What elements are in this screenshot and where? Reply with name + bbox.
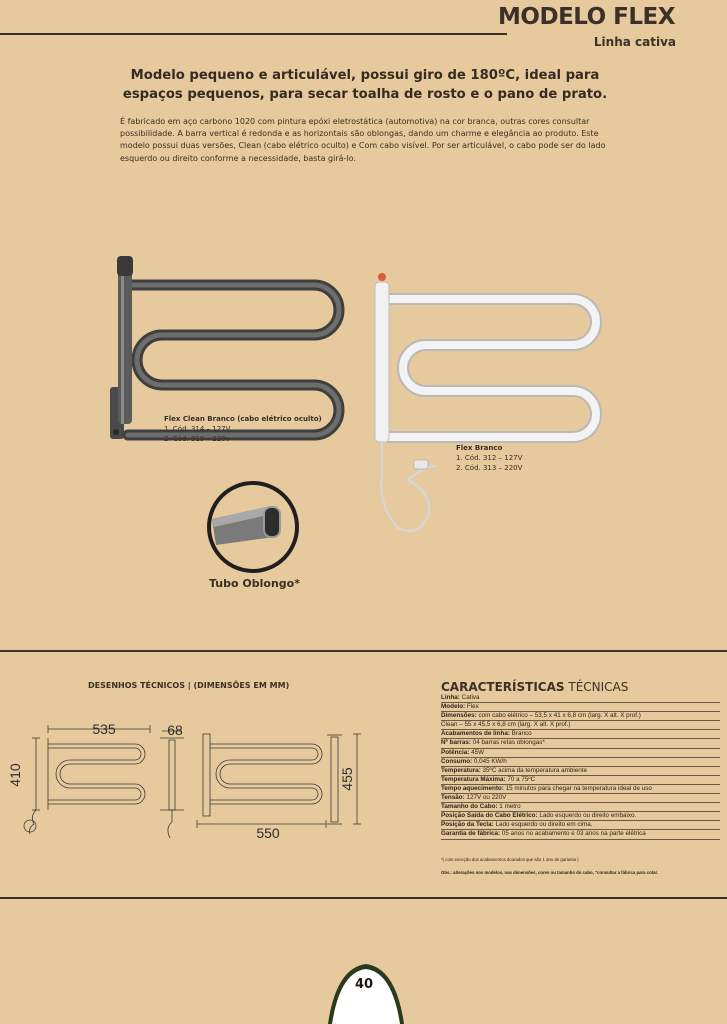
dim-width-right: 550: [256, 825, 280, 841]
specs-title-bold: CARACTERÍSTICAS: [441, 680, 565, 694]
plug-icon: [414, 460, 428, 469]
dim-width-left: 535: [92, 721, 116, 737]
product-caption-clean: [164, 414, 322, 444]
page-title: MODELO FLEX: [498, 4, 675, 30]
spec-row: Posição da Tecla: Lado esquerdo ou direito em cima.: [441, 821, 720, 830]
intro-description: É fabricado em aço carbono 1020 com pintura epóxi eletrostática (automotiva) na cor branca, outras cores consultar possibilidade. A barra vertical é redonda e as horizontais são oblongas, dando um charme e elegância ao produto. Este modelo possui duas versões, Clean (cabo elétrico oculto) e Com cabo visível. Por ser articulável, o cabo pode ser do lado esquerdo ou direito conforme a necessidade, basta girá-lo.: [120, 117, 606, 163]
dim-depth: 68: [167, 722, 183, 738]
specs-title-light: TÉCNICAS: [564, 680, 629, 694]
vertical-bar: [375, 282, 389, 442]
header-rule: [0, 33, 507, 35]
product-caption-white: [456, 443, 522, 473]
spec-row: Acabamentos de linha: Branco: [441, 730, 720, 739]
oblong-tube-detail: [204, 481, 302, 573]
dim-height-left: 410: [7, 763, 23, 787]
product-name: Flex Branco: [456, 444, 503, 452]
product-code: 2. Cód. 315 – 220v: [164, 435, 230, 443]
section-divider: [0, 650, 727, 652]
spec-row: Temperatura: 35ºC acima da temperatura ambiente: [441, 767, 720, 776]
power-cable: [381, 442, 436, 531]
section-divider: [0, 897, 727, 899]
spec-row: Posição Saída do Cabo Elétrico: Lado esquerdo ou direito embaixo.: [441, 812, 720, 821]
spec-row: Garantia de fábrica: 05 anos no acabamento e 03 anos na parte elétrica: [441, 830, 720, 839]
tube-label: Tubo Oblongo*: [209, 577, 300, 590]
specs-table: [441, 694, 720, 840]
headline-line-2: espaços pequenos, para secar toalha de rosto e o pano de prato.: [122, 87, 608, 102]
flex-white-rail-image: [368, 266, 613, 536]
spec-row: Clean – 55 x 45,5 x 6,8 cm (larg. X alt. X prof.): [441, 721, 720, 730]
product-code: 2. Cód. 313 – 220V: [456, 464, 523, 472]
spec-row: Dimensões: com cabo elétrico – 53,5 x 41 x 6,8 cm (larg. X alt. X prof.): [441, 712, 720, 721]
specs-footnote: *( com exceção dos acabamentos dourados que são 1 ano de garantia ): [441, 857, 579, 862]
product-code: 1. Cód. 314 – 127V: [164, 425, 231, 433]
page-subtitle: Linha cativa: [593, 35, 676, 49]
spec-row: Consumo: 0,045 KW/h: [441, 758, 720, 767]
product-code: 1. Cód. 312 – 127V: [456, 454, 523, 462]
technical-drawing: [0, 712, 440, 852]
power-switch-icon: [378, 273, 386, 281]
specs-obs: Obs.: alterações nos modelos, nas dimensões, cores ou tamanho do cabo, "consultar a fábrica para cotar.: [441, 870, 659, 875]
spec-row: Nº barras: 04 barras retas oblongas*: [441, 739, 720, 748]
vertical-bar: [118, 262, 132, 424]
spec-row: Potência: 45W: [441, 749, 720, 758]
specs-title: [441, 680, 628, 694]
spec-row: Linha: Cativa: [441, 694, 720, 703]
spec-row: Modelo: Flex: [441, 703, 720, 712]
drawings-title: DESENHOS TÉCNICOS | (DIMENSÕES EM MM): [88, 681, 290, 690]
intro-headline: [100, 66, 630, 104]
spec-row: Tamanho do Cabo: 1 metro: [441, 803, 720, 812]
dim-height-right: 455: [339, 767, 355, 791]
page-number: 40: [354, 977, 374, 992]
product-name: Flex Clean Branco (cabo elétrico oculto): [164, 415, 322, 423]
spec-row: Tempo aquecimento: 15 minutos para chegar na temperatura ideal de uso: [441, 785, 720, 794]
spec-row: Temperatura Máxima: 70 a 75ºC: [441, 776, 720, 785]
page-tab: [328, 960, 404, 1024]
headline-line-1: Modelo pequeno e articulável, possui giro de 180ºC, ideal para: [130, 68, 600, 83]
spec-row: Tensão: 127V ou 220V: [441, 794, 720, 803]
